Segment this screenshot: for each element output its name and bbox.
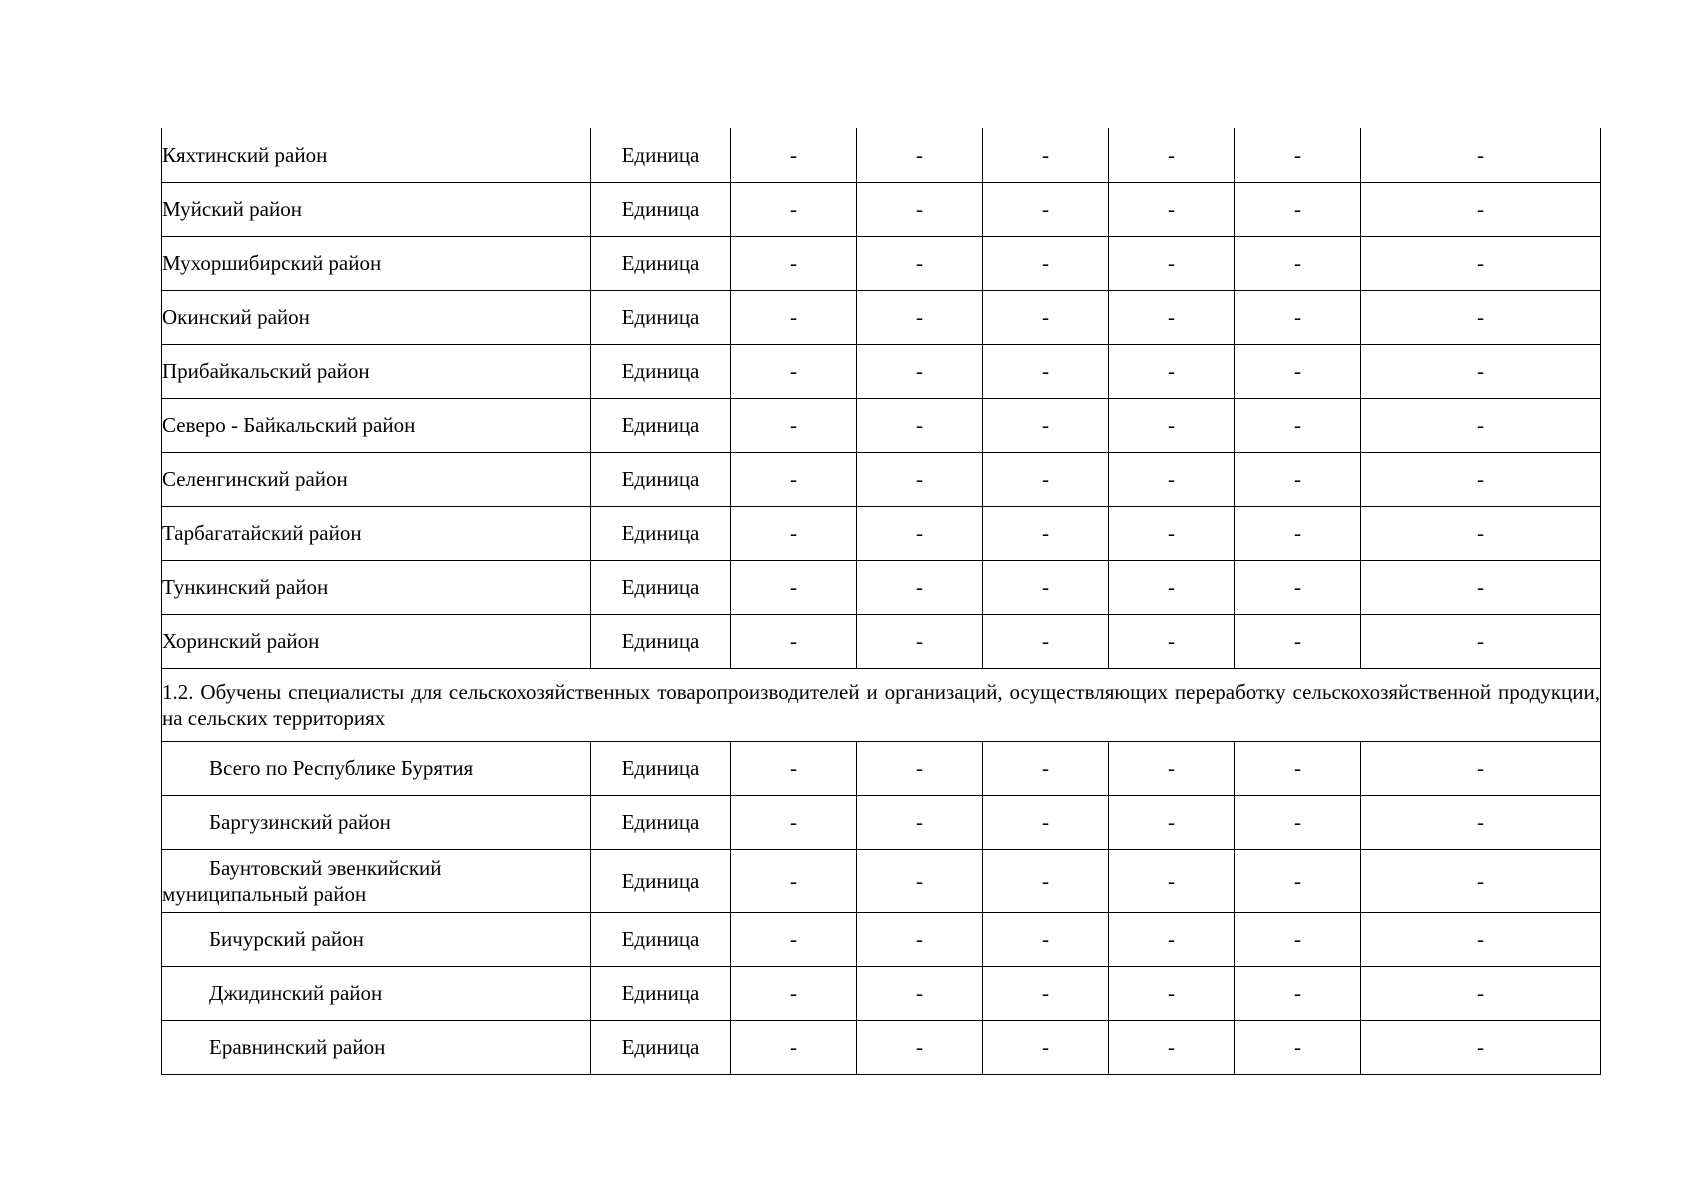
table-row	[162, 236, 1601, 290]
value-cell: -	[1109, 506, 1235, 560]
table-row	[162, 1020, 1601, 1074]
table-row	[162, 912, 1601, 966]
value-cell: -	[1109, 290, 1235, 344]
value-cell: -	[731, 398, 857, 452]
value-cell: -	[983, 236, 1109, 290]
value-cell: -	[983, 452, 1109, 506]
unit-cell: Единица	[591, 614, 731, 668]
district-name: Тункинский район	[162, 560, 591, 614]
value-cell: -	[1361, 128, 1601, 182]
value-cell: -	[1109, 398, 1235, 452]
value-cell: -	[1361, 398, 1601, 452]
value-cell: -	[1235, 614, 1361, 668]
table-row	[162, 128, 1601, 182]
value-cell: -	[1235, 506, 1361, 560]
value-cell: -	[1361, 506, 1601, 560]
table-row	[162, 344, 1601, 398]
value-cell: -	[1235, 236, 1361, 290]
value-cell: -	[1109, 452, 1235, 506]
value-cell: -	[1235, 849, 1361, 912]
value-cell: -	[1235, 560, 1361, 614]
value-cell: -	[731, 560, 857, 614]
value-cell: -	[857, 741, 983, 795]
value-cell: -	[983, 912, 1109, 966]
section-title: 1.2. Обучены специалисты для сельскохозяйственных товаропроизводителей и организаций, осуществляющих переработку сельскохозяйственной продукции, на сельских территориях	[162, 668, 1601, 741]
value-cell: -	[731, 506, 857, 560]
unit-cell: Единица	[591, 741, 731, 795]
value-cell: -	[1109, 182, 1235, 236]
table-row	[162, 795, 1601, 849]
value-cell: -	[857, 849, 983, 912]
value-cell: -	[983, 966, 1109, 1020]
value-cell: -	[983, 614, 1109, 668]
value-cell: -	[1361, 1020, 1601, 1074]
value-cell: -	[731, 912, 857, 966]
value-cell: -	[731, 452, 857, 506]
value-cell: -	[1361, 795, 1601, 849]
district-name: Кяхтинский район	[162, 128, 591, 182]
value-cell: -	[1109, 344, 1235, 398]
district-name: Хоринский район	[162, 614, 591, 668]
table-row	[162, 741, 1601, 795]
value-cell: -	[857, 452, 983, 506]
value-cell: -	[857, 344, 983, 398]
district-name: Еравнинский район	[162, 1020, 591, 1074]
unit-cell: Единица	[591, 1020, 731, 1074]
table-row	[162, 182, 1601, 236]
value-cell: -	[1235, 912, 1361, 966]
value-cell: -	[983, 290, 1109, 344]
value-cell: -	[1109, 966, 1235, 1020]
unit-cell: Единица	[591, 795, 731, 849]
value-cell: -	[983, 398, 1109, 452]
value-cell: -	[857, 398, 983, 452]
table-row	[162, 290, 1601, 344]
value-cell: -	[1361, 452, 1601, 506]
value-cell: -	[857, 560, 983, 614]
value-cell: -	[857, 966, 983, 1020]
unit-cell: Единица	[591, 560, 731, 614]
district-name: Всего по Республике Бурятия	[162, 741, 591, 795]
table-row	[162, 398, 1601, 452]
table-row	[162, 849, 1601, 912]
unit-cell: Единица	[591, 128, 731, 182]
value-cell: -	[731, 614, 857, 668]
value-cell: -	[1361, 614, 1601, 668]
value-cell: -	[983, 560, 1109, 614]
value-cell: -	[1361, 290, 1601, 344]
value-cell: -	[857, 506, 983, 560]
value-cell: -	[857, 912, 983, 966]
value-cell: -	[983, 1020, 1109, 1074]
value-cell: -	[731, 344, 857, 398]
value-cell: -	[731, 1020, 857, 1074]
unit-cell: Единица	[591, 344, 731, 398]
value-cell: -	[1235, 452, 1361, 506]
value-cell: -	[1109, 1020, 1235, 1074]
value-cell: -	[1109, 128, 1235, 182]
value-cell: -	[1235, 128, 1361, 182]
value-cell: -	[1109, 236, 1235, 290]
value-cell: -	[1235, 398, 1361, 452]
unit-cell: Единица	[591, 912, 731, 966]
value-cell: -	[1109, 795, 1235, 849]
table-body	[162, 128, 1601, 1074]
value-cell: -	[731, 795, 857, 849]
value-cell: -	[983, 128, 1109, 182]
value-cell: -	[1235, 290, 1361, 344]
value-cell: -	[1109, 912, 1235, 966]
district-name: Тарбагатайский район	[162, 506, 591, 560]
value-cell: -	[983, 182, 1109, 236]
district-name: Северо - Байкальский район	[162, 398, 591, 452]
value-cell: -	[1361, 741, 1601, 795]
value-cell: -	[731, 849, 857, 912]
table-row	[162, 560, 1601, 614]
value-cell: -	[1361, 912, 1601, 966]
unit-cell: Единица	[591, 849, 731, 912]
value-cell: -	[731, 128, 857, 182]
value-cell: -	[731, 290, 857, 344]
value-cell: -	[857, 290, 983, 344]
value-cell: -	[1361, 236, 1601, 290]
value-cell: -	[1109, 849, 1235, 912]
unit-cell: Единица	[591, 398, 731, 452]
table-row	[162, 452, 1601, 506]
value-cell: -	[1109, 741, 1235, 795]
value-cell: -	[1109, 560, 1235, 614]
unit-cell: Единица	[591, 290, 731, 344]
district-name: Мухоршибирский район	[162, 236, 591, 290]
value-cell: -	[983, 344, 1109, 398]
unit-cell: Единица	[591, 182, 731, 236]
table-row	[162, 506, 1601, 560]
unit-cell: Единица	[591, 966, 731, 1020]
value-cell: -	[857, 1020, 983, 1074]
value-cell: -	[731, 966, 857, 1020]
unit-cell: Единица	[591, 452, 731, 506]
value-cell: -	[1235, 795, 1361, 849]
unit-cell: Единица	[591, 236, 731, 290]
value-cell: -	[731, 236, 857, 290]
district-name: Баунтовский эвенкийский муниципальный район	[162, 849, 591, 912]
indicator-table	[161, 128, 1601, 1075]
district-name: Бичурский район	[162, 912, 591, 966]
value-cell: -	[857, 128, 983, 182]
value-cell: -	[1361, 966, 1601, 1020]
value-cell: -	[857, 795, 983, 849]
value-cell: -	[1361, 849, 1601, 912]
value-cell: -	[1235, 966, 1361, 1020]
value-cell: -	[1235, 344, 1361, 398]
value-cell: -	[983, 849, 1109, 912]
value-cell: -	[1361, 560, 1601, 614]
value-cell: -	[983, 795, 1109, 849]
district-name: Окинский район	[162, 290, 591, 344]
section-header-row	[162, 668, 1601, 741]
value-cell: -	[983, 506, 1109, 560]
value-cell: -	[983, 741, 1109, 795]
unit-cell: Единица	[591, 506, 731, 560]
value-cell: -	[1235, 182, 1361, 236]
district-name: Муйский район	[162, 182, 591, 236]
district-name: Прибайкальский район	[162, 344, 591, 398]
value-cell: -	[731, 182, 857, 236]
district-name: Баргузинский район	[162, 795, 591, 849]
table-row	[162, 966, 1601, 1020]
value-cell: -	[731, 741, 857, 795]
value-cell: -	[1361, 344, 1601, 398]
value-cell: -	[857, 614, 983, 668]
district-name: Джидинский район	[162, 966, 591, 1020]
district-name: Селенгинский район	[162, 452, 591, 506]
value-cell: -	[1235, 1020, 1361, 1074]
value-cell: -	[857, 236, 983, 290]
value-cell: -	[1109, 614, 1235, 668]
table-row	[162, 614, 1601, 668]
value-cell: -	[857, 182, 983, 236]
value-cell: -	[1235, 741, 1361, 795]
value-cell: -	[1361, 182, 1601, 236]
